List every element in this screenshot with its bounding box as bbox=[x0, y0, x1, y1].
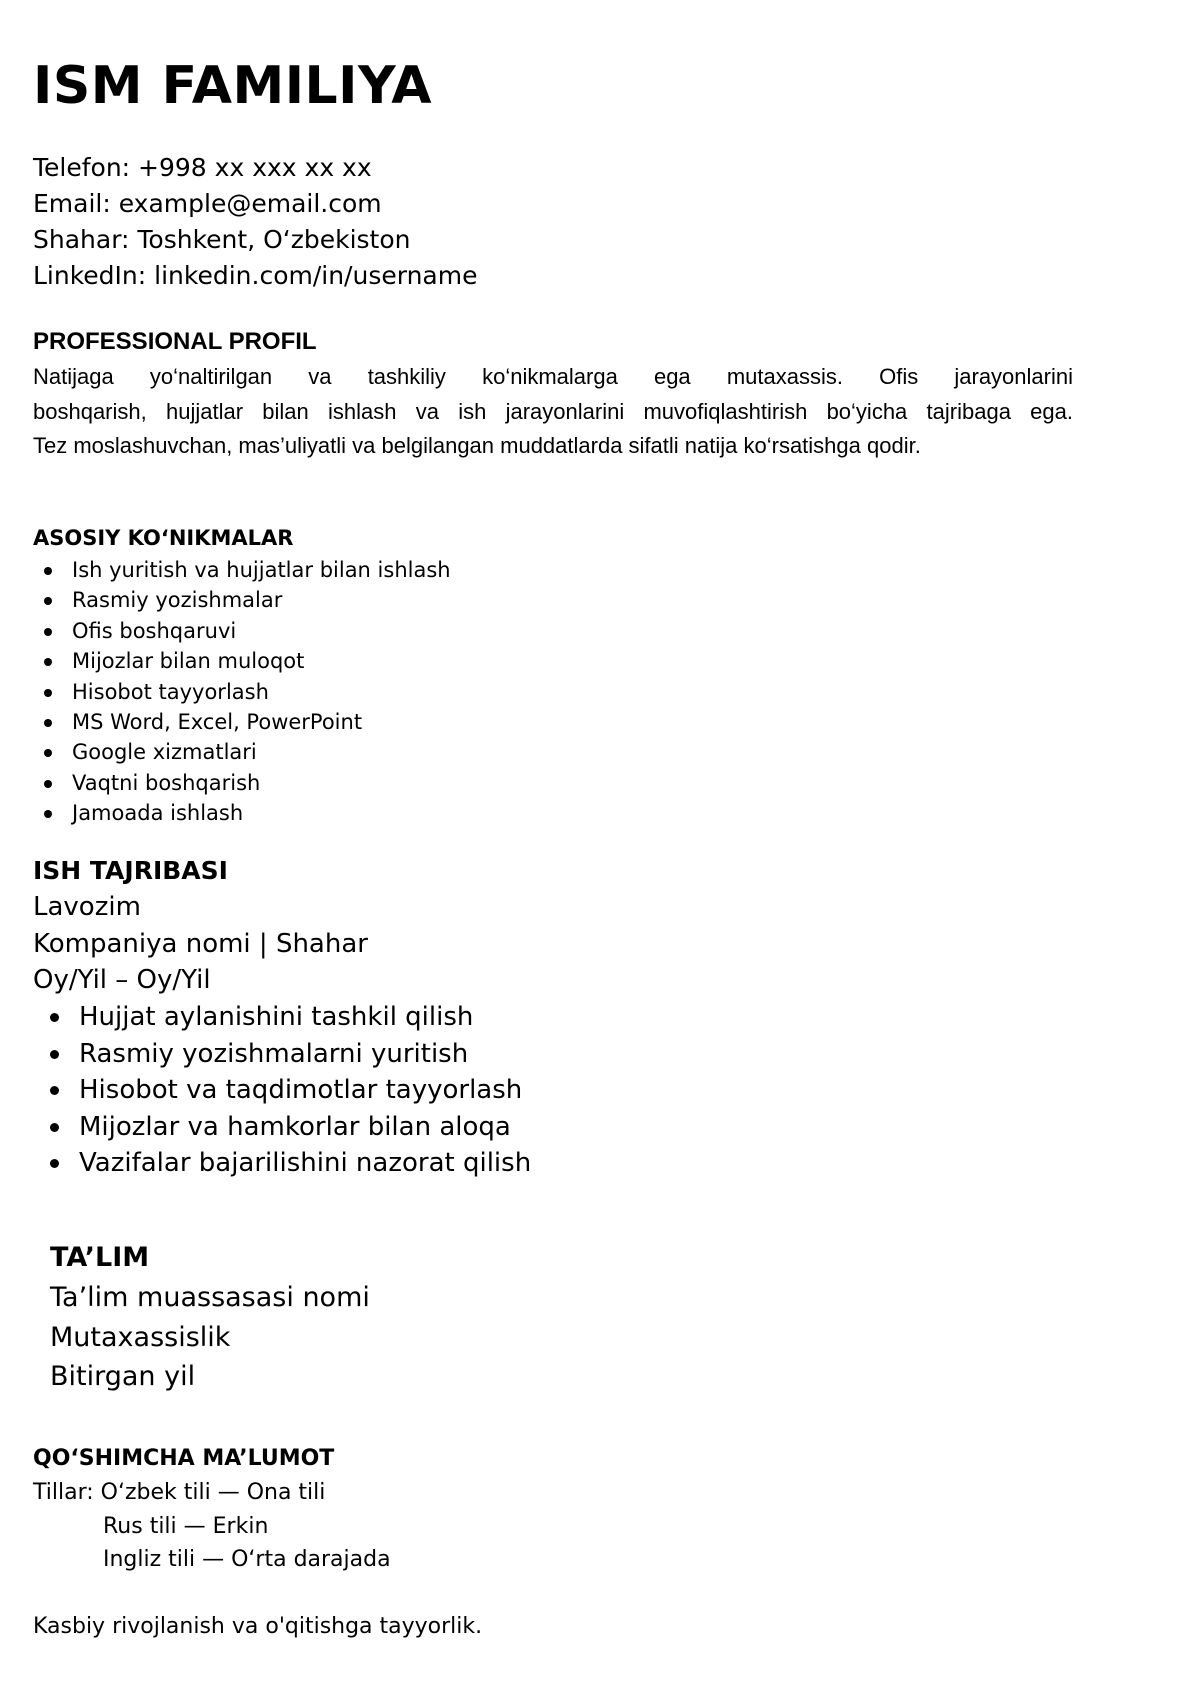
skill-item bbox=[33, 616, 451, 646]
education-block bbox=[50, 1278, 370, 1397]
bullet-icon bbox=[44, 749, 52, 757]
profile-line: Tez moslashuvchan, mas’uliyatli va belgilangan muddatlarda sifatli natija ko‘rsatishga qodir. bbox=[33, 433, 921, 458]
profile-line: boshqarish, hujjatlar bilan ishlash va ish jarayonlarini muvofiqlashtirish bo‘yicha tajribaga ega. bbox=[33, 398, 1073, 424]
language-row bbox=[33, 1476, 391, 1510]
language-row bbox=[33, 1510, 391, 1544]
education-year: Bitirgan yil bbox=[50, 1361, 196, 1392]
education-institution: Ta’lim muassasasi nomi bbox=[50, 1282, 370, 1313]
bullet-icon bbox=[50, 1159, 59, 1168]
languages-label: Tillar: bbox=[33, 1480, 101, 1505]
skill-item bbox=[33, 768, 451, 798]
duty-label: Hujjat aylanishini tashkil qilish bbox=[79, 1002, 474, 1032]
skill-label: Jamoada ishlash bbox=[72, 801, 244, 826]
skills-list bbox=[33, 555, 451, 829]
skill-item bbox=[33, 737, 451, 767]
bullet-icon bbox=[44, 810, 52, 818]
contact-phone: Telefon: +998 xx xxx xx xx bbox=[33, 153, 372, 182]
skill-item bbox=[33, 555, 451, 585]
education-heading: TA’LIM bbox=[50, 1242, 150, 1273]
languages-block bbox=[33, 1476, 391, 1577]
skill-item bbox=[33, 677, 451, 707]
contact-email: Email: example@email.com bbox=[33, 189, 382, 218]
duty-item bbox=[33, 999, 531, 1036]
duty-item bbox=[33, 1145, 531, 1182]
bullet-icon bbox=[50, 1050, 59, 1059]
contact-city: Shahar: Toshkent, O‘zbekiston bbox=[33, 225, 411, 254]
language-row bbox=[33, 1543, 391, 1577]
skill-item bbox=[33, 646, 451, 676]
language-item: Rus tili — Erkin bbox=[103, 1513, 269, 1539]
experience-position: Lavozim bbox=[33, 892, 141, 922]
duty-label: Rasmiy yozishmalarni yuritish bbox=[79, 1038, 469, 1069]
duty-label: Vazifalar bajarilishini nazorat qilish bbox=[79, 1148, 532, 1179]
resume-name: ISM FAMILIYA bbox=[33, 56, 432, 116]
experience-heading: ISH TAJRIBASI bbox=[33, 856, 228, 885]
skills-heading: ASOSIY KO‘NIKMALAR bbox=[33, 526, 294, 550]
bullet-icon bbox=[44, 658, 52, 666]
contact-block bbox=[33, 150, 477, 294]
skill-label: Rasmiy yozishmalar bbox=[72, 588, 283, 613]
language-item: O‘zbek tili — Ona tili bbox=[100, 1480, 326, 1505]
skill-label: Ish yuritish va hujjatlar bilan ishlash bbox=[72, 558, 451, 582]
language-item: Ingliz tili — O‘rta darajada bbox=[103, 1547, 391, 1572]
duty-label: Mijozlar va hamkorlar bilan aloqa bbox=[79, 1111, 511, 1142]
education-specialty: Mutaxassislik bbox=[50, 1321, 231, 1353]
skill-item bbox=[33, 585, 451, 615]
profile-line: Natijaga yo‘naltirilgan va tashkiliy ko‘nikmalarga ega mutaxassis. Ofis jarayonlarini bbox=[33, 364, 1073, 389]
duty-item bbox=[33, 1109, 531, 1146]
bullet-icon bbox=[44, 780, 52, 788]
extra-heading: QO‘SHIMCHA MA’LUMOT bbox=[33, 1446, 335, 1471]
bullet-icon bbox=[44, 719, 52, 727]
bullet-icon bbox=[50, 1013, 59, 1022]
skill-label: MS Word, Excel, PowerPoint bbox=[72, 710, 363, 735]
closing-statement: Kasbiy rivojlanish va o'qitishga tayyorlik. bbox=[33, 1614, 483, 1639]
skill-label: Vaqtni boshqarish bbox=[72, 770, 261, 795]
profile-heading: PROFESSIONAL PROFIL bbox=[33, 328, 317, 355]
skill-item bbox=[33, 798, 451, 828]
skill-label: Google xizmatlari bbox=[72, 740, 257, 765]
experience-period: Oy/Yil – Oy/Yil bbox=[33, 965, 211, 995]
bullet-icon bbox=[50, 1123, 59, 1132]
skill-item bbox=[33, 707, 451, 737]
bullet-icon bbox=[44, 597, 52, 605]
skill-label: Mijozlar bilan muloqot bbox=[72, 649, 305, 674]
duty-item bbox=[33, 1036, 531, 1073]
bullet-icon bbox=[50, 1086, 59, 1095]
experience-duties-list bbox=[33, 999, 531, 1182]
bullet-icon bbox=[44, 689, 52, 697]
duty-label: Hisobot va taqdimotlar tayyorlash bbox=[79, 1075, 523, 1106]
skill-label: Ofis boshqaruvi bbox=[72, 618, 237, 643]
bullet-icon bbox=[44, 628, 52, 636]
bullet-icon bbox=[44, 567, 52, 575]
skill-label: Hisobot tayyorlash bbox=[72, 679, 269, 704]
contact-linkedin: LinkedIn: linkedin.com/in/username bbox=[33, 261, 478, 290]
experience-company: Kompaniya nomi | Shahar bbox=[33, 928, 368, 959]
experience-header bbox=[33, 889, 368, 999]
duty-item bbox=[33, 1072, 531, 1109]
profile-summary bbox=[33, 360, 1073, 464]
